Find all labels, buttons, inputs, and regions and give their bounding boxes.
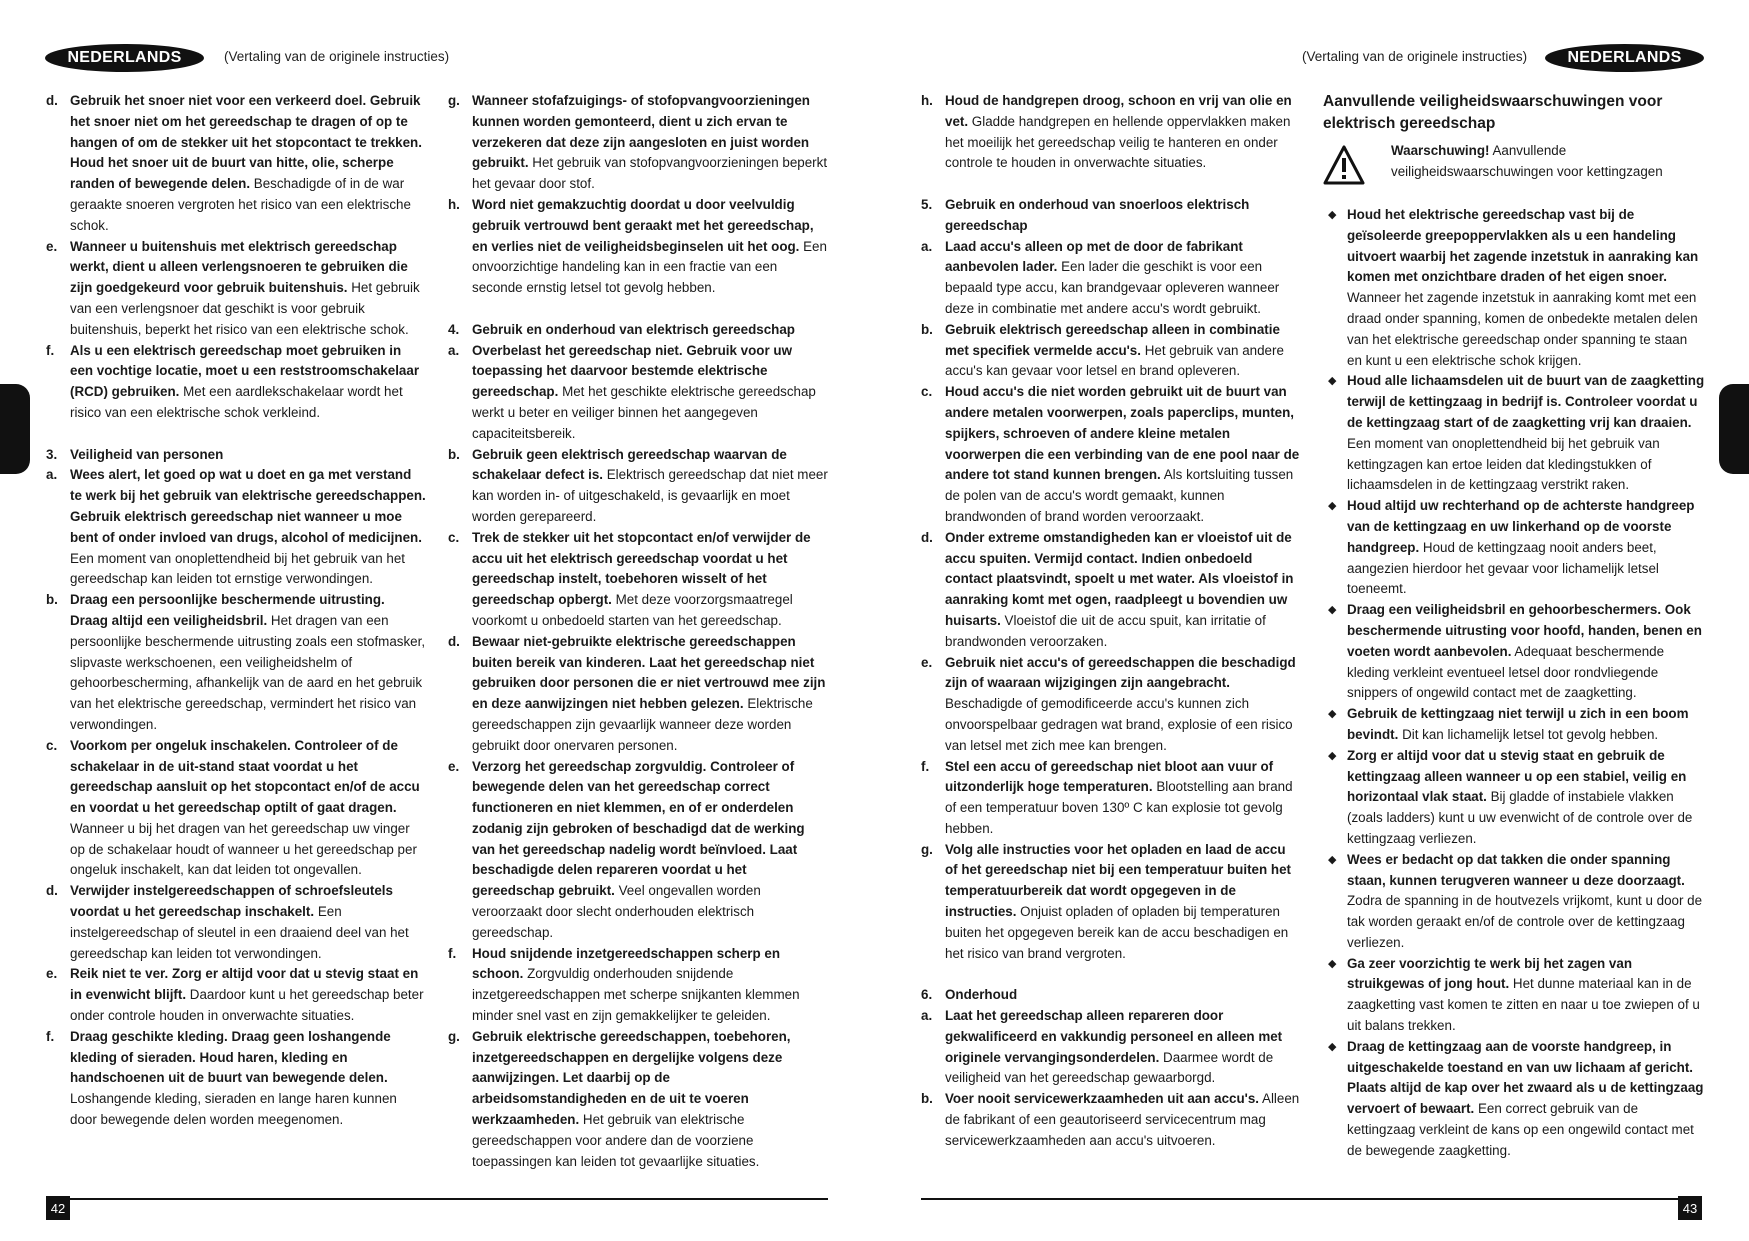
instruction-item: e. Verzorg het gereedschap zorgvuldig. Controleer of bewegende delen van het gereedschap correct functioneren en niet klemmen, en of er onderdelen zodanig zijn gebroken of beschadigd dat de werking van het gereedschap nadelig wordt beïnvloed. Laat beschadigde delen repareren voordat u het gereedschap gebruikt. Veel ongevallen worden veroorzaakt door slecht onderhouden elektrisch gereedschap. xyxy=(448,758,805,940)
instruction-item: b. Voer nooit servicewerkzaamheden uit aan accu's. Alleen de fabrikant of een geautoriseerd servicecentrum mag servicewerkzaamheden aan accu's uitvoeren. xyxy=(921,1091,1300,1148)
instruction-item: d. Gebruik het snoer niet voor een verkeerd doel. Gebruik het snoer niet om het gereedschap te dragen of op te hangen of om de stekker uit het stopcontact te trekken. Houd het snoer uit de buurt van hitte, olie, scherpe randen of bewegende delen. Beschadigde of in de war geraakte snoeren vergroten het risico van een elektrische schok. xyxy=(46,93,422,233)
section-heading: 6. Onderhoud xyxy=(921,987,1018,1003)
diamond-bullet-icon: ◆ xyxy=(1328,957,1337,970)
instruction-item: f. Als u een elektrisch gereedschap moet gebruiken in een vochtige locatie, moet u een reststroomschakelaar (RCD) gebruiken. Met een aardlekschakelaar wordt het risico van een elektrische schok verkleind. xyxy=(46,342,420,420)
diamond-bullet-icon: ◆ xyxy=(1328,853,1337,866)
warning-text: Waarschuwing! Aanvullende veiligheidswaarschuwingen voor kettingzagen xyxy=(1391,143,1663,179)
language-badge-left: NEDERLANDS xyxy=(45,44,204,72)
warning-triangle-icon xyxy=(1323,145,1365,185)
instruction-item: a. Overbelast het gereedschap niet. Gebruik voor uw toepassing het daarvoor bestemde elektrische gereedschap. Met het geschikte elektrische gereedschap werkt u beter en veiliger binnen het aangegeven capaciteitsbereik. xyxy=(448,342,816,441)
footer-rule-left xyxy=(70,1198,828,1200)
instruction-item: e. Gebruik niet accu's of gereedschappen die beschadigd zijn of waaraan wijzigingen zijn aangebracht. Beschadigde of gemodificeerde accu's kunnen zich onvoorspelbaar gedragen wat brand, explosie of een risico van letsel met zich mee kan brengen. xyxy=(921,654,1296,753)
instruction-item: a. Wees alert, let goed op wat u doet en ga met verstand te werk bij het gebruik van elektrische gereedschappen. Gebruik elektrisch gereedschap niet wanneer u moe bent of onder invloed van drugs, alcohol of medicijnen. Een moment van onoplettendheid bij het gebruik van het gereedschap kan leiden tot ernstige verwondingen. xyxy=(46,467,426,587)
instruction-item: f. Stel een accu of gereedschap niet bloot aan vuur of uitzonderlijk hoge temperaturen. Blootstelling aan brand of een temperatuur boven 130º C kan explosie tot gevolg hebben. xyxy=(921,758,1293,836)
instruction-item: d. Bewaar niet-gebruikte elektrische gereedschappen buiten bereik van kinderen. Laat het gereedschap niet gebruiken door personen die er niet vertrouwd mee zijn en deze aanwijzingen niet hebben gelezen. Elektrische gereedschappen zijn gevaarlijk wanneer deze worden gebruikt door onervaren personen. xyxy=(448,633,826,753)
section-heading: 3. Veiligheid van personen xyxy=(46,446,224,462)
column-2 xyxy=(448,91,828,1172)
instruction-item: h. Houd de handgrepen droog, schoon en vrij van olie en vet. Gladde handgrepen en hellende oppervlakken maken het moeilijk het gereedschap veilig te hanteren en onder controle te houden in onverwachte situaties. xyxy=(921,93,1292,171)
instruction-item: d. Onder extreme omstandigheden kan er vloeistof uit de accu spuiten. Vermijd contact. Indien onbedoeld contact plaatsvindt, spoelt u met water. Als vloeistof in aanraking komt met ogen, raadpleegt u bovendien uw huisarts. Vloeistof die uit de accu spuit, kan irritatie of brandwonden veroorzaken. xyxy=(921,529,1294,649)
instruction-item: b. Gebruik elektrisch gereedschap alleen in combinatie met specifiek vermelde accu's. Het gebruik van andere accu's kan gevaar voor letsel en brand opleveren. xyxy=(921,321,1284,379)
instruction-item: e. Wanneer u buitenshuis met elektrisch gereedschap werkt, dient u alleen verlengsnoeren te gebruiken die zijn goedgekeurd voor gebruik buitenshuis. Het gebruik van een verlengsnoer dat geschikt is voor gebruik buitenshuis, beperkt het risico van een elektrische schok. xyxy=(46,238,420,337)
section-heading: 4. Gebruik en onderhoud van elektrisch gereedschap xyxy=(448,321,795,337)
bullet-item: ◆ Wees er bedacht op dat takken die onder spanning staan, kunnen terugveren wanneer u deze doorzaagt. Zodra de spanning in de houtvezels vrijkomt, kunt u door de tak worden geraakt en/of de controle over de kettingzaag verliezen. xyxy=(1328,851,1703,950)
additional-warnings-heading: Aanvullende veiligheidswaarschuwingen voor elektrisch gereedschap xyxy=(1323,93,1663,132)
footer-rule-right xyxy=(921,1198,1678,1200)
page-number-right: 43 xyxy=(1678,1196,1702,1220)
warning-block xyxy=(1323,141,1705,185)
instruction-item: c. Houd accu's die niet worden gebruikt uit de buurt van andere metalen voorwerpen, zoals paperclips, munten, spijkers, schroeven of andere kleine metalen voorwerpen die een verbinding van de ene pool naar de andere tot stand kunnen brengen. Als kortsluiting tussen de polen van de accu's wordt gemaakt, kunnen brandwonden of brand worden veroorzaakt. xyxy=(921,384,1300,524)
section-heading: 5. Gebruik en onderhoud van snoerloos elektrisch gereedschap xyxy=(921,196,1250,233)
instruction-item: h. Word niet gemakzuchtig doordat u door veelvuldig gebruik vertrouwd bent geraakt met het gereedschap, en verlies niet de veiligheidsbeginselen uit het oog. Een onvoorzichtige handeling kan in een fractie van een seconde ernstig letsel tot gevolg hebben. xyxy=(448,196,827,296)
diamond-bullet-icon: ◆ xyxy=(1328,209,1337,221)
section-tab-left xyxy=(0,384,30,474)
instruction-item: d. Verwijder instelgereedschappen of schroefsleutels voordat u het gereedschap inschakelt. Een instelgereedschap of sleutel in een draaiend deel van het gereedschap kan leiden tot verwondingen. xyxy=(46,883,409,961)
instruction-item: c. Voorkom per ongeluk inschakelen. Controleer of de schakelaar in de uit-stand staat voordat u het gereedschap aansluit op het stopcontact en/of de accu en voordat u het gereedschap optilt of gaat dragen. Wanneer u bij het dragen van het gereedschap uw vinger op de schakelaar houdt of wanneer u het gereedschap per ongeluk inschakelt, kan dat leiden tot ongevallen. xyxy=(46,737,420,878)
bullet-item: ◆ Draag een veiligheidsbril en gehoorbeschermers. Ook beschermende uitrusting voor hoofd, handen, benen en voeten wordt aanbevolen. Adequaat beschermende kleding verkleint eventueel letsel door rondvliegende snippers of ongewild contact met de zaagketting. xyxy=(1328,602,1702,701)
header-subtitle-right: (Vertaling van de originele instructies) xyxy=(1302,49,1528,64)
header-subtitle-left: (Vertaling van de originele instructies) xyxy=(224,49,450,64)
instruction-item: b. Gebruik geen elektrisch gereedschap waarvan de schakelaar defect is. Elektrisch gereedschap dat niet meer kan worden in- of uitgeschakeld, is gevaarlijk en moet worden gerepareerd. xyxy=(448,446,828,524)
bullet-item: ◆ Zorg er altijd voor dat u stevig staat en gebruik de kettingzaag alleen wanneer u op een stabiel, veilig en horizontaal vlak staat. Bij gladde of instabiele vlakken (zoals ladders) kunt u uw evenwicht of de controle over de kettingzaag verliezen. xyxy=(1328,747,1693,846)
instruction-item: f. Draag geschikte kleding. Draag geen loshangende kleding of sieraden. Houd haren, kleding en handschoenen uit de buurt van bewegende delen. Loshangende kleding, sieraden en lange haren kunnen door bewegende delen worden meegenomen. xyxy=(46,1028,397,1128)
page-number-left: 42 xyxy=(46,1196,70,1220)
diamond-bullet-icon: ◆ xyxy=(1328,749,1337,762)
instruction-item: g. Gebruik elektrische gereedschappen, toebehoren, inzetgereedschappen en dergelijke volgens deze aanwijzingen. Let daarbij op de arbeidsomstandigheden en de uit te voeren werkzaamheden. Het gebruik van elektrische gereedschappen voor andere dan de voorziene toepassingen kan leiden tot gevaarlijke situaties. xyxy=(448,1028,791,1169)
bullet-item: ◆ Houd alle lichaamsdelen uit de buurt van de zaagketting terwijl de kettingzaag in bedrijf is. Controleer voordat u de kettingzaag start of de zaagketting vrij kan draaien. Een moment van onoplettendheid bij het gebruik van kettingzagen kan ertoe leiden dat kledingstukken of lichaamsdelen in de kettingzaag verstrikt raken. xyxy=(1328,373,1705,493)
instruction-item: g. Wanneer stofafzuigings- of stofopvangvoorzieningen kunnen worden gemonteerd, dient u zich ervan te verzekeren dat deze zijn aangesloten en juist worden gebruikt. Het gebruik van stofopvangvoorzieningen beperkt het gevaar door stof. xyxy=(448,93,828,192)
instruction-item: g. Volg alle instructies voor het opladen en laad de accu of het gereedschap niet bij een temperatuur buiten het temperatuurbereik dat wordt opgegeven in de instructies. Onjuist opladen of opladen bij temperaturen buiten het opgegeven bereik kan de accu beschadigen en het risico van brand vergroten. xyxy=(921,841,1291,961)
diamond-bullet-icon: ◆ xyxy=(1328,375,1337,388)
instruction-item: f. Houd snijdende inzetgereedschappen scherp en schoon. Zorgvuldig onderhouden snijdende inzetgereedschappen met scherpe snijkanten klemmen minder snel vast en zijn gemakkelijker te geleiden. xyxy=(448,945,800,1024)
bullet-item: ◆ Draag de kettingzaag aan de voorste handgreep, in uitgeschakelde toestand en van uw lichaam af gericht. Plaats altijd de kap over het zwaard als u de kettingzaag vervoert of bewaart. Een correct gebruik van de kettingzaag verkleint de kans op een ongewild contact met de bewegende zaagketting. xyxy=(1328,1038,1704,1158)
column-4 xyxy=(1323,91,1705,1162)
instruction-item: a. Laad accu's alleen op met de door de fabrikant aanbevolen lader. Een lader die geschikt is voor een bepaald type accu, kan brandgevaar opleveren wanneer deze in combinatie met andere accu's wordt gebruikt. xyxy=(921,238,1280,316)
language-badge-right: NEDERLANDS xyxy=(1545,44,1704,72)
column-3 xyxy=(921,91,1301,1152)
diamond-bullet-icon: ◆ xyxy=(1328,500,1337,513)
column-1 xyxy=(46,91,426,1131)
instruction-item: a. Laat het gereedschap alleen repareren door gekwalificeerd en vakkundig personeel en alleen met originele vervangingsonderdelen. Daarmee wordt de veiligheid van het gereedschap gewaarborgd. xyxy=(921,1008,1283,1086)
bullet-item: ◆ Houd altijd uw rechterhand op de achterste handgreep van de kettingzaag en uw linkerhand op de voorste handgreep. Houd de kettingzaag nooit anders beet, aangezien hierdoor het gevaar voor lichamelijk letsel toeneemt. xyxy=(1328,498,1695,597)
diamond-bullet-icon: ◆ xyxy=(1328,604,1337,617)
bullet-item: ◆ Gebruik de kettingzaag niet terwijl u zich in een boom bevindt. Dit kan lichamelijk letsel tot gevolg hebben. xyxy=(1328,706,1689,742)
instruction-item: e. Reik niet te ver. Zorg er altijd voor dat u stevig staat en in evenwicht blijft. Daardoor kunt u het gereedschap beter onder controle houden in onverwachte situaties. xyxy=(46,966,424,1024)
diamond-bullet-icon: ◆ xyxy=(1328,708,1337,721)
bullet-item: ◆ Houd het elektrische gereedschap vast bij de geïsoleerde greepoppervlakken als u een handeling uitvoert waarbij het zagende inzetstuk in aanraking kan komen met onzichtbare draden of het eigen snoer. Wanneer het zagende inzetstuk in aanraking komt met een draad onder spanning, komen de onbedekte metalen delen van het elektrische gereedschap onder spanning te staan en kunt u een elektrische schok krijgen. xyxy=(1328,207,1699,368)
section-tab-right xyxy=(1719,384,1749,474)
instruction-item: b. Draag een persoonlijke beschermende uitrusting. Draag altijd een veiligheidsbril. Het dragen van een persoonlijke beschermende uitrusting zoals een stofmasker, slipvaste werkschoenen, een veiligheidshelm of gehoorbescherming, afhankelijk van de aard en het gebruik van het elektrische gereedschap, vermindert het risico van verwondingen. xyxy=(46,592,426,732)
bullet-item: ◆ Ga zeer voorzichtig te werk bij het zagen van struikgewas of jong hout. Het dunne materiaal kan in de zaagketting vast komen te zitten en naar u toe zwiepen of u uit balans trekken. xyxy=(1328,955,1700,1034)
diamond-bullet-icon: ◆ xyxy=(1328,1040,1337,1053)
instruction-item: c. Trek de stekker uit het stopcontact en/of verwijder de accu uit het elektrisch gereedschap voordat u het gereedschap instelt, toebehoren wisselt of het gereedschap opbergt. Met deze voorzorgsmaatregel voorkomt u onbedoeld starten van het gereedschap. xyxy=(448,529,811,628)
